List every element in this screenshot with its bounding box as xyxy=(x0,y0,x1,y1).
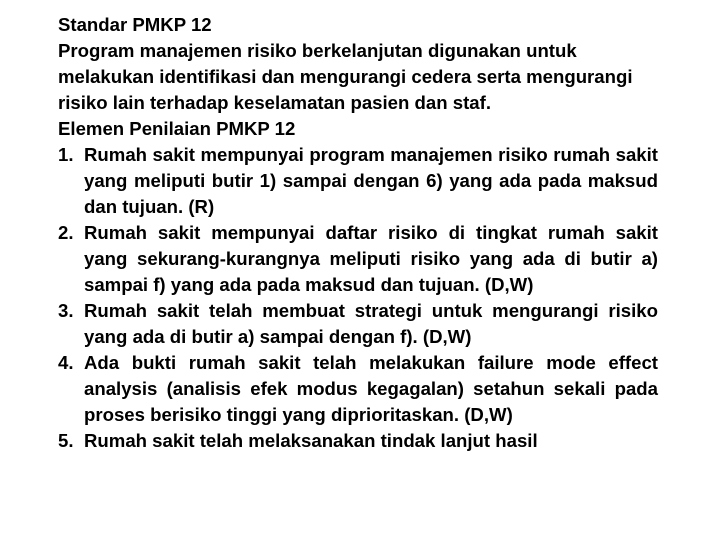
criteria-heading: Elemen Penilaian PMKP 12 xyxy=(58,118,296,139)
criteria-item-text: Rumah sakit telah melaksanakan tindak lanjut hasil xyxy=(84,430,538,451)
criteria-item xyxy=(58,350,658,428)
criteria-list xyxy=(58,142,658,454)
criteria-item-number: 5. xyxy=(58,430,74,451)
criteria-item xyxy=(58,220,658,298)
criteria-item-number: 3. xyxy=(58,300,74,321)
criteria-item-text: Rumah sakit mempunyai daftar risiko di tingkat rumah sakit yang sekurang-kurangnya meliputi risiko yang ada di butir a) sampai f) yang ada pada maksud dan tujuan. (D,W) xyxy=(84,222,658,295)
standard-title: Standar PMKP 12 xyxy=(58,14,212,35)
criteria-item xyxy=(58,428,658,454)
criteria-item-number: 4. xyxy=(58,352,74,373)
criteria-item xyxy=(58,142,658,220)
criteria-item-text: Rumah sakit telah membuat strategi untuk mengurangi risiko yang ada di butir a) sampai dengan f). (D,W) xyxy=(84,300,658,347)
criteria-item-number: 2. xyxy=(58,222,74,243)
criteria-item-text: Ada bukti rumah sakit telah melakukan failure mode effect analysis (analisis efek modus kegagalan) setahun sekali pada proses berisiko tinggi yang diprioritaskan. (D,W) xyxy=(84,352,658,425)
slide-content xyxy=(58,12,658,454)
criteria-item-number: 1. xyxy=(58,144,74,165)
criteria-item xyxy=(58,298,658,350)
standard-description: Program manajemen risiko berkelanjutan digunakan untuk melakukan identifikasi dan mengurangi cedera serta mengurangi risiko lain terhadap keselamatan pasien dan staf. xyxy=(58,40,633,113)
criteria-item-text: Rumah sakit mempunyai program manajemen risiko rumah sakit yang meliputi butir 1) sampai dengan 6) yang ada pada maksud dan tujuan. (R) xyxy=(84,144,658,217)
